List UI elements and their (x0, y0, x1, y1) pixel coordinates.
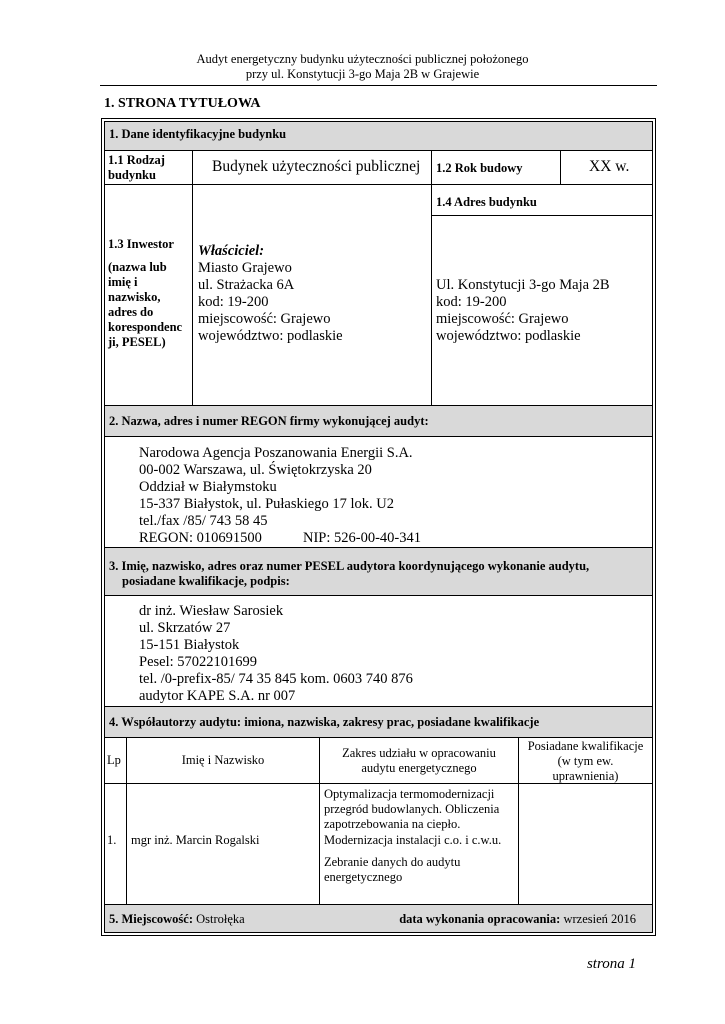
form-table (104, 121, 653, 933)
coordinator-auditor: dr inż. Wiesław Sarosiek ul. Skrzatów 27 15-151 Białystok Pesel: 57022101699 tel. /0-prefix-85/ 74 35 845 kom. 0603 740 876 audytor KAPE S.A. nr 007 (104, 595, 653, 707)
rodzaj-label: 1.1 Rodzaj budynku (104, 150, 193, 185)
address-cell: Ul. Konstytucji 3-go Maja 2B kod: 19-200 miejscowość: Grajewo województwo: podlaskie (431, 215, 653, 406)
section-2-heading: 2. Nazwa, adres i numer REGON firmy wykonującej audyt: (104, 405, 653, 437)
adres-label: 1.4 Adres budynku (431, 184, 653, 216)
page-number: strona 1 (586, 956, 636, 972)
col-qual-header: Posiadane kwalifikacje (w tym ew. uprawnienia) (518, 737, 653, 784)
section-3-heading: 3. Imię, nazwisko, adres oraz numer PESEL audytora koordynującego wykonanie audytu, posiadane kwalifikacje, podpis: (104, 547, 653, 596)
row-lp: 1. (104, 783, 127, 905)
row-qualifications (518, 783, 653, 905)
date-label: data wykonania opracowania: (399, 912, 561, 926)
owner-cell: Właściciel: Miasto Grajewo ul. Strażacka 6A kod: 19-200 miejscowość: Grajewo województwo: podlaskie (192, 184, 432, 406)
col-scope-header: Zakres udziału w opracowaniu audytu energetycznego (319, 737, 519, 784)
row-scope: Optymalizacja termomodernizacji przegród budowlanych. Obliczenia zapotrzebowania na ciepło. Modernizacja instalacji c.o. i c.w.u. Zebranie danych do audytu energetycznego (319, 783, 519, 905)
inwestor-label: 1.3 Inwestor (nazwa lub imię i nazwisko, adres do korespondenc ji, PESEL) (104, 184, 193, 406)
location-label: 5. Miejscowość: (109, 912, 193, 926)
col-lp-header: Lp (104, 737, 127, 784)
header-line-1: Audyt energetyczny budynku użyteczności publicznej położonego (196, 52, 529, 66)
regon-number: REGON: 010691500 (139, 530, 262, 546)
col-name-header: Imię i Nazwisko (126, 737, 320, 784)
date-value: wrzesień 2016 (563, 912, 636, 926)
rodzaj-value: Budynek użyteczności publicznej (192, 150, 432, 185)
header-rule (100, 85, 657, 86)
section-4-heading: 4. Współautorzy audytu: imiona, nazwiska, zakresy prac, posiadane kwalifikacje (104, 706, 653, 738)
section-1-heading: 1. Dane identyfikacyjne budynku (104, 121, 653, 151)
nip-number: NIP: 526-00-40-341 (303, 530, 422, 546)
owner-heading: Właściciel: (198, 243, 265, 259)
rok-label: 1.2 Rok budowy (431, 150, 561, 185)
section-5-footer-row (104, 904, 653, 933)
location-value: Ostrołęka (196, 912, 245, 926)
page-title: 1. STRONA TYTUŁOWA (104, 96, 261, 111)
document-header (0, 52, 725, 82)
row-name: mgr inż. Marcin Rogalski (126, 783, 320, 905)
header-line-2: przy ul. Konstytucji 3-go Maja 2B w Grajewie (245, 67, 480, 81)
rok-value: XX w. (560, 150, 653, 185)
auditor-company: Narodowa Agencja Poszanowania Energii S.A. 00-002 Warszawa, ul. Świętokrzyska 20 Oddział w Białymstoku 15-337 Białystok, ul. Pułaskiego 17 lok. U2 tel./fax /85/ 743 58 45 REGON: 010691500 NIP: 526-00-40-341 (104, 436, 653, 548)
